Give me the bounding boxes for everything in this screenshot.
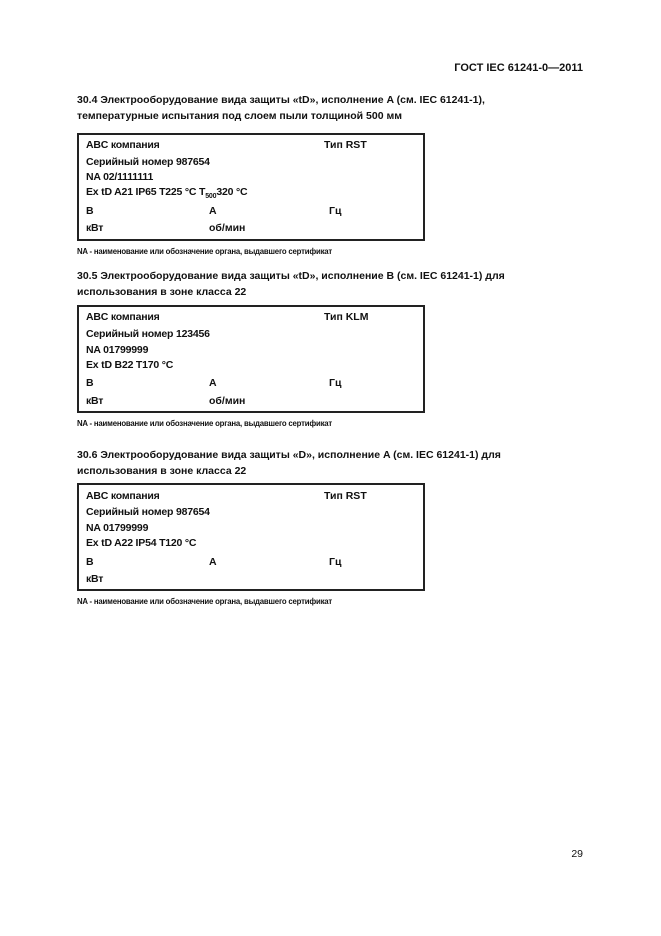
footnote: NA - наименование или обозначение органа, выдавшего сертификат: [77, 597, 333, 606]
section-heading-30-6: [77, 447, 577, 479]
plate-volt-label: В: [86, 205, 94, 217]
standard-designation: ГОСТ IEC 61241-0—2011: [454, 62, 583, 74]
plate-company: ABC компания: [86, 311, 160, 323]
nameplate-30-5: [77, 305, 425, 413]
marking-subscript: 500: [205, 193, 217, 200]
plate-cert-number: NA 01799999: [86, 522, 149, 534]
marking-prefix: Ex tD A21 IP65 T225 °C T: [86, 186, 206, 198]
plate-cert-number: NA 01799999: [86, 344, 149, 356]
plate-kw-label: кВт: [86, 222, 104, 234]
plate-rpm-label: об/мин: [209, 395, 246, 407]
heading-line: температурные испытания под слоем пыли толщиной 500 мм: [77, 110, 403, 122]
plate-volt-label: В: [86, 556, 94, 568]
plate-type: Тип RST: [324, 490, 367, 502]
plate-type: Тип KLM: [324, 311, 369, 323]
footnote: NA - наименование или обозначение органа, выдавшего сертификат: [77, 247, 333, 256]
plate-marking: [86, 186, 247, 198]
marking-suffix: 320 °C: [216, 186, 248, 198]
plate-amp-label: А: [209, 205, 217, 217]
plate-marking: Ex tD B22 T170 °C: [86, 359, 174, 371]
section-heading-30-4: [77, 92, 577, 124]
section-heading-30-5: [77, 268, 577, 300]
plate-hz-label: Гц: [329, 556, 342, 568]
heading-line: использования в зоне класса 22: [77, 465, 247, 477]
heading-line: 30.4 Электрооборудование вида защиты «tD», исполнение A (см. IEC 61241-1),: [77, 94, 485, 106]
plate-hz-label: Гц: [329, 377, 342, 389]
heading-line: 30.6 Электрооборудование вида защиты «D», исполнение A (см. IEC 61241-1) для: [77, 449, 501, 461]
plate-cert-number: NA 02/1111111: [86, 171, 154, 183]
heading-line: 30.5 Электрооборудование вида защиты «tD», исполнение B (см. IEC 61241-1) для: [77, 270, 505, 282]
plate-type: Тип RST: [324, 139, 367, 151]
plate-amp-label: А: [209, 377, 217, 389]
plate-serial: Серийный номер 987654: [86, 156, 210, 168]
plate-company: ABC компания: [86, 139, 160, 151]
plate-serial: Серийный номер 123456: [86, 328, 210, 340]
plate-marking: Ex tD A22 IP54 T120 °C: [86, 537, 197, 549]
plate-kw-label: кВт: [86, 573, 104, 585]
plate-serial: Серийный номер 987654: [86, 506, 210, 518]
page-number: 29: [571, 848, 583, 860]
plate-kw-label: кВт: [86, 395, 104, 407]
plate-volt-label: В: [86, 377, 94, 389]
footnote: NA - наименование или обозначение органа, выдавшего сертификат: [77, 419, 333, 428]
heading-line: использования в зоне класса 22: [77, 286, 247, 298]
plate-amp-label: А: [209, 556, 217, 568]
plate-company: ABC компания: [86, 490, 160, 502]
nameplate-30-6: [77, 483, 425, 591]
nameplate-30-4: [77, 133, 425, 241]
plate-hz-label: Гц: [329, 205, 342, 217]
plate-rpm-label: об/мин: [209, 222, 246, 234]
